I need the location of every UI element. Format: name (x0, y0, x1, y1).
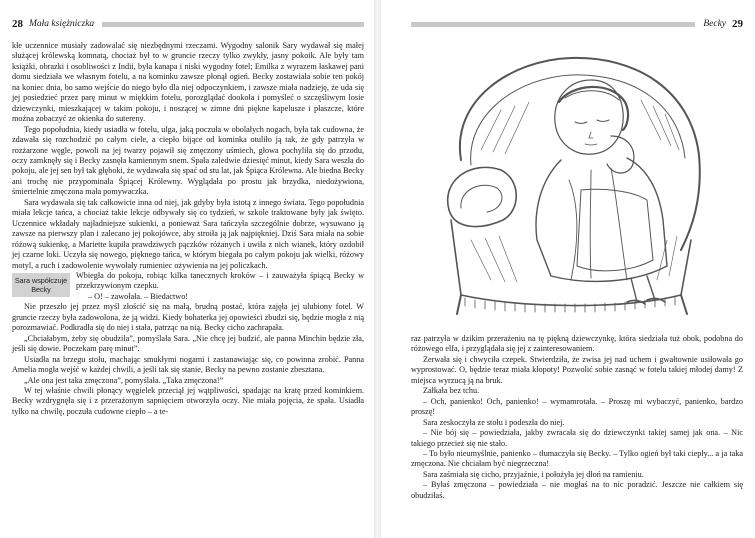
left-page (0, 0, 374, 538)
paragraph: W tej właśnie chwili płonący węgielek przeciął jej wątpliwości, spadając na kratę przed kominkiem. Becky wzdrygnęła się i z przerażonym sapnięciem otworzyła oczy. Nie miała pojęcia, że spała. Usiadła tylko na chwilę, poczuła cudowne ciepło – a te- (12, 385, 364, 416)
paragraph: Zerwała się i chwyciła czepek. Stwierdziła, że zwisa jej nad uchem i gwałtownie usiłowała go wyprostować. O, będzie teraz miała kłopoty! Pozwolić sobie zasnąć w fotelu takiej młodej damy! Z miejsca wyrzucą ją na bruk. (411, 354, 743, 385)
paragraph: Załkała bez tchu. (423, 386, 480, 396)
paragraph: Sara zeskoczyła ze stołu i podeszła do niej. (423, 417, 565, 427)
paragraph: „Chciałabym, żeby się obudziła”, pomyślała Sara. „Nie chcę jej budzić, ale panna Minchin będzie zła, jeśli się dowie. Poczekam parę minut”. (12, 333, 364, 354)
paragraph: Usiadła na brzegu stołu, machając smukłymi nogami i zastanawiając się, co powinna zrobić. Panna Amelia mogła wejść w każdej chwili, a jeśli tak się stanie, Becky na pewno zostanie zbesztana. (12, 354, 364, 375)
paragraph: – To było nieumyślnie, panienko – tłumaczyła się Becky. – Tylko ogień był taki ciepły... a ja taka zmęczona. Nie chciałam być niegrzeczna! (411, 448, 743, 469)
right-page-number: 29 (732, 18, 743, 30)
right-running-title: Becky (703, 19, 726, 29)
margin-note: Sara współczuje Becky (12, 273, 70, 297)
right-running-header (411, 16, 743, 32)
paragraph-text: Wbiegła do pokoju, robiąc kilka tanecznych kroków – i zauważyła śpiącą Becky w przekrzywionym czepku. (76, 270, 364, 291)
paragraph: – Och, panienko! Och, panienko! – wymamrotała. – Proszę mi wybaczyć, panienko, bardzo proszę! (411, 396, 743, 417)
left-running-title: Mała księżniczka (29, 19, 95, 29)
left-running-header (12, 16, 364, 32)
paragraph: Sara zaśmiała się cicho, przyjaźnie, i położyła jej dłoń na ramieniu. (423, 469, 644, 479)
sleeping-girl-illustration (441, 40, 715, 322)
paragraph: „Ale ona jest taka zmęczona”, pomyślała. „Taka zmęczona!” (24, 375, 224, 385)
paragraph-with-margin-note (12, 271, 364, 292)
paragraph: – O! – zawołała. – Biedactwo! (88, 291, 189, 301)
header-rule (411, 22, 695, 27)
paragraph: kłe uczennice musiały zadowalać się niezbędnymi rzeczami. Wygodny salonik Sary wydawał się małej służącej królewską komnatą, chociaż był to w gruncie rzeczy tylko zwykły, jasny pokoik. Ale były tam książki, obrazki i osobliwości z Indii, była kanapa i niski wygodny fotel; Emilka z wyrazem łaskawej pani domu siedziała we własnym fotelu, a na kominku zawsze płonął ogień. Becky zostawiała sobie ten pokój na koniec dnia, bo samo wejście do niego było dla niej odpoczynkiem, i zawsze miała nadzieję, że uda się jej posiedzieć przez parę minut w miękkim fotelu, porozglądać dookoła i pomyśleć o szczęśliwym losie dziewczynki, mieszkającej w takim pokoju, i noszącej w zimne dni piękne kapelusze i płaszcze, które można zobaczyć ze okienka do sutereny. (12, 41, 364, 124)
left-body-text (12, 41, 364, 417)
right-page (381, 0, 755, 538)
paragraph: Sara wydawała się tak całkowicie inna od niej, jak gdyby była istotą z innego świata. Tego popołudnia miała lekcje tańca, a chociaż takie lekcje odbywały się co tydzień, w szkole traktowane były jak święto. Uczennice wkładały najładniejsze sukienki, a ponieważ Sara tańczyła szczególnie dobrze, wysuwano ją zawsze na pierwszy plan i zalecano jej pokojówce, aby stroiła ją jak najpiękniej. Dziś Sara miała na sobie różową sukienkę, a Mariette kupiła prawdziwych pączków różanych i uwiła z nich wianek, który ozdobił jej czarne loki. Uczyła się nowego, pięknego tańca, w którym biegała po całym pokoju jak wielki, różowy motyl, a ruch i zadowolenie wywołały rumieniec ożywienia na jej policzkach. (12, 197, 364, 270)
paragraph: – Byłaś zmęczona – powiedziała – nie mogłaś na to nic poradzić. Jeszcze nie całkiem się obudziłaś. (411, 480, 743, 500)
paragraph: – Nie bój się – powiedziała, jakby zwracała się do dziewczynki takiej samej jak ona. – Nic takiego przecież się nie stało. (411, 428, 743, 448)
book-gutter (374, 0, 381, 538)
right-body-text (411, 334, 743, 501)
left-page-number: 28 (12, 18, 23, 30)
paragraph: Nie przeszło jej przez myśl złościć się na małą, brudną postać, która zajęła jej ulubiony fotel. W gruncie rzeczy była zadowolona, że ją widzi. Kiedy bohaterka jej opowieści zbudzi się, będzie mogła z nią porozmawiać. Podkradła się do niej i stała, patrząc na nią. Becky cicho zachrapała. (12, 302, 364, 333)
paragraph: Tego popołudnia, kiedy usiadła w fotelu, ulga, jaką poczuła w obolałych nogach, była tak cudowna, że zdawała się rozchodzić po całym ciele, a ciepło bijące od kominka otuliło ją tak, że gdy patrzyła w rozżarzone węgle, powoli na jej twarzy pojawił się zmęczony uśmiech, głowa pochyliła się do przodu, oczy zamknęły się i Becky zasnęła kamiennym snem. Spała zaledwie dziesięć minut, kiedy Sara weszła do pokoju, ale jej sen był tak głęboki, że wydawała się spać od stu lat, jak Śpiąca Królewna. Ale biedna Becky ani trochę nie przypominała Śpiącej Królewny. Wyglądała po prostu jak brzydka, niedożywiona, śmiertelnie zmęczona mała pomywaczka. (12, 124, 364, 197)
header-rule (102, 22, 364, 27)
paragraph: raz patrzyła w dzikim przerażeniu na tę piękną dziewczynkę, która siedziała tuż obok, podobna do różowego elfa, i przyglądała się jej z zainteresowaniem. (411, 334, 743, 354)
